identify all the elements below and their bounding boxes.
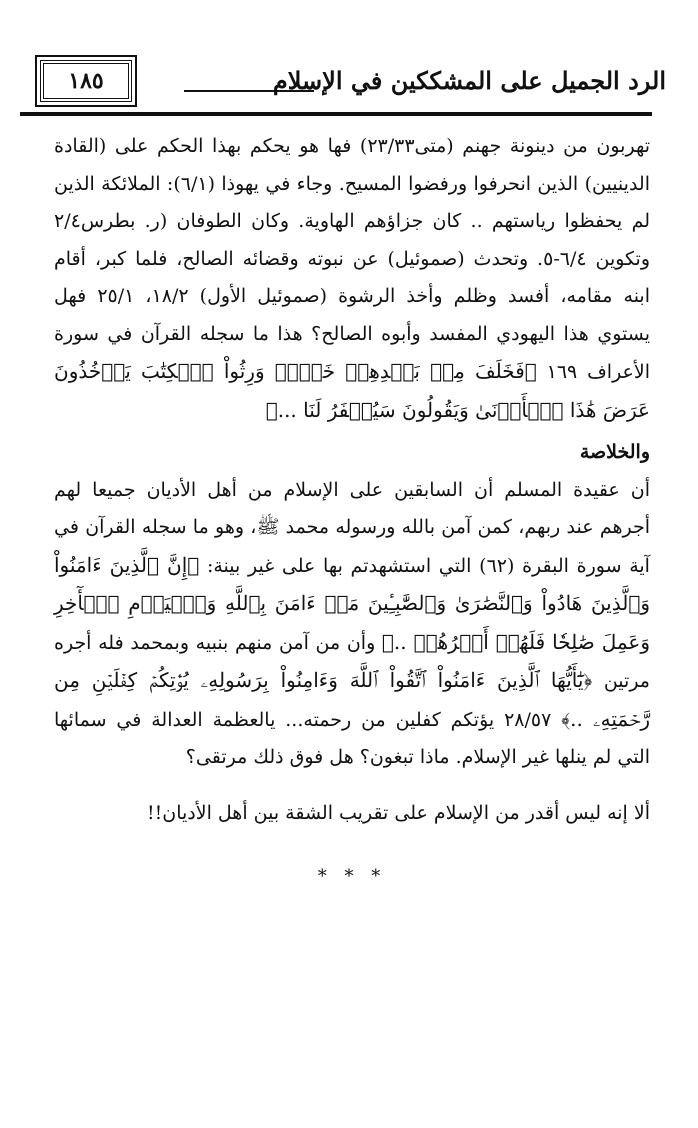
quran-verse-araf-169: ﴿فَخَلَفَ مِنۢ بَعۡدِهِمۡ خَلۡفٞ وَرِثُواْ ٱلۡكِتَٰبَ يَأۡخُذُونَ عَرَضَ هَٰذَا ٱلۡأَدۡنَىٰ وَيَقُولُونَ سَيُغۡفَرُ لَنَا ...﴾ <box>54 359 650 422</box>
page-header <box>20 52 672 114</box>
page-number: ١٨٥ <box>40 60 132 102</box>
closing-sentence: ألا إنه ليس أقدر من الإسلام على تقريب الشقة بين أهل الأديان!! <box>147 801 650 824</box>
running-title: الرد الجميل على المشككين في الإسلام <box>272 66 666 95</box>
paragraph-1-text: تهربون من دينونة جهنم (متى٢٣/٣٣) فها هو يحكم بهذا الحكم على (القادة الدينيين) الذين انحرفوا ورفضوا المسيح. وجاء في يهوذا (٦/١): الملائكة الذين لم يحفظوا رياستهم .. كان جزاؤهم الهاوية. وكان الطوفان (ر. بطرس٢/٤ وتكوين ٦/٤-٥. وتحدث (صموئيل) عن نبوته وقضائه الصالح، فلما كبر، أقام ابنه مقامه، أفسد وظلم وأخذ الرشوة (صموئيل الأول) ١٨/٢، ٢٥/١ فهل يستوي هذا اليهودي المفسد وأبوه الصالح؟ هذا ما سجله القرآن في سورة الأعراف ١٦٩ <box>54 135 651 383</box>
page-body <box>54 128 650 896</box>
section-heading: والخلاصة <box>579 441 650 463</box>
section-separator: * * * <box>317 866 387 887</box>
paragraph-2-text-b: وأن من آمن منهم بنبيه وبمحمد فله أجره مرتين <box>54 631 650 692</box>
quran-verse-hadid-28: ﴿يَٰٓأَيُّهَا ٱلَّذِينَ ءَامَنُواْ ٱتَّقُواْ ٱللَّهَ وَءَامِنُواْ بِرَسُولِهِۦ يُؤۡتِكُمۡ كِفۡلَيۡنِ مِن رَّحۡمَتِهِۦ ..﴾ <box>54 668 650 731</box>
paragraph-2-text-a: أن عقيدة المسلم أن السابقين على الإسلام من أهل الأديان جميعا لهم أجرهم عند ربهم، كمن آمن بالله ورسوله محمد ﷺ، وهو ما سجله القرآن في آية سورة البقرة (٦٢) التي استشهدتم بها على غير بينة: <box>54 478 650 577</box>
paragraph-2 <box>54 472 650 777</box>
paragraph-2-text-c: ٢٨/٥٧ يؤتكم كفلين من رحمته... يالعظمة العدالة في سمائها التي لم ينلها غير الإسلام. ماذا تبغون؟ هل فوق ذلك مرتقى؟ <box>54 708 650 768</box>
header-rule <box>20 112 652 116</box>
quran-verse-baqarah-62: ﴿إِنَّ ٱلَّذِينَ ءَامَنُواْ وَٱلَّذِينَ هَادُواْ وَٱلنَّصَٰرَىٰ وَٱلصَّٰبِـِٔينَ مَنۡ ءَامَنَ بِٱللَّهِ وَٱلۡيَوۡمِ ٱلۡأٓخِرِ وَعَمِلَ صَٰلِحٗا فَلَهُمۡ أَجۡرُهُمۡ ..﴾ <box>54 552 650 654</box>
paragraph-1 <box>54 128 650 430</box>
